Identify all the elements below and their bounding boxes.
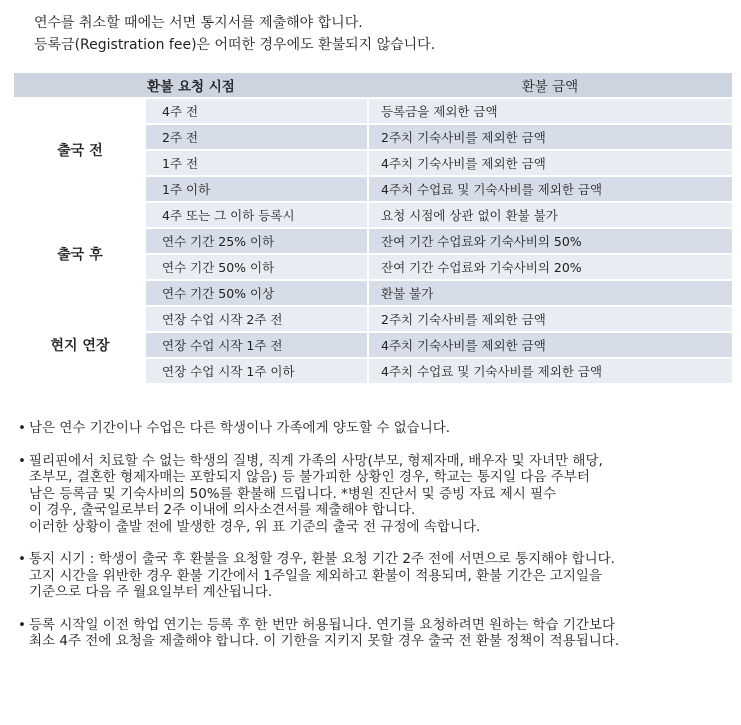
note-line: 남은 등록금 및 기숙사비의 50%를 환불해 드립니다. *병원 진단서 및 증빙 자료 제시 필수	[29, 485, 557, 502]
note-line: 최소 4주 전에 요청을 제출해야 합니다. 이 기한을 지키지 못할 경우 출국 전 환불 정책이 적용됩니다.	[29, 633, 620, 649]
bullet-marker: •	[18, 616, 26, 633]
cell-amount: 4주치 기숙사비를 제외한 금액	[368, 332, 732, 358]
cell-when: 연수 기간 50% 이하	[146, 254, 368, 280]
cell-amount: 요청 시점에 상관 없이 환불 불가	[368, 202, 732, 228]
cell-when: 연수 기간 50% 이상	[146, 280, 368, 306]
group-label-local-extension: 현지 연장	[14, 306, 146, 384]
cell-when: 연장 수업 시작 2주 전	[146, 306, 368, 332]
group-label-after-departure: 출국 후	[14, 202, 146, 306]
intro-line-registration-fee: 등록금(Registration fee)은 어떠한 경우에도 환불되지 않습니다.	[34, 37, 436, 53]
note-line: 등록 시작일 이전 학업 연기는 등록 후 한 번만 허용됩니다. 연기를 요청하려면 원하는 학습 기간보다	[29, 616, 616, 633]
table-row	[14, 98, 732, 124]
cell-amount: 환불 불가	[368, 280, 732, 306]
note-line: 남은 연수 기간이나 수업은 다른 학생이나 가족에게 양도할 수 없습니다.	[29, 420, 451, 436]
note-item-transfer	[18, 420, 734, 437]
cell-when: 연장 수업 시작 1주 전	[146, 332, 368, 358]
note-item-unavoidable	[18, 453, 734, 536]
table-row	[14, 202, 732, 228]
table-row	[14, 306, 732, 332]
note-line: 고지 시간을 위반한 경우 환불 기간에서 1주일을 제외하고 환불이 적용되며, 환불 기간은 고지일을	[29, 567, 602, 584]
cell-amount: 잔여 기간 수업료와 기숙사비의 20%	[368, 254, 732, 280]
table-header-row	[14, 73, 732, 98]
cell-amount: 4주치 수업료 및 기숙사비를 제외한 금액	[368, 358, 732, 384]
cell-amount: 2주치 기숙사비를 제외한 금액	[368, 306, 732, 332]
cell-amount: 4주치 수업료 및 기숙사비를 제외한 금액	[368, 176, 732, 202]
note-line: 통지 시기 : 학생이 출국 후 환불을 요청할 경우, 환불 요청 기간 2주 전에 서면으로 통지해야 합니다.	[29, 551, 615, 567]
header-request-time: 환불 요청 시점	[14, 73, 368, 98]
bullet-marker: •	[18, 551, 26, 567]
cell-when: 연수 기간 25% 이하	[146, 228, 368, 254]
note-line: 필리핀에서 치료할 수 없는 학생의 질병, 직계 가족의 사망(부모, 형제자매, 배우자 및 자녀만 해당,	[29, 452, 603, 469]
header-refund-amount: 환불 금액	[368, 73, 732, 98]
cell-when: 4주 또는 그 이하 등록시	[146, 202, 368, 228]
cell-amount: 등록금을 제외한 금액	[368, 98, 732, 124]
note-item-postponement	[18, 617, 734, 650]
note-line: 이 경우, 출국일로부터 2주 이내에 의사소견서를 제출해야 합니다.	[29, 502, 416, 518]
cell-when: 2주 전	[146, 124, 368, 150]
cell-when: 1주 전	[146, 150, 368, 176]
cell-when: 4주 전	[146, 98, 368, 124]
note-line: 기준으로 다음 주 월요일부터 계산됩니다.	[29, 584, 273, 600]
note-item-notice-timing	[18, 551, 734, 601]
note-line: 이러한 상황이 출발 전에 발생한 경우, 위 표 기준의 출국 전 규정에 속합니다.	[29, 518, 481, 535]
group-label-before-departure: 출국 전	[14, 98, 146, 202]
notes-list	[18, 420, 734, 666]
cell-amount: 2주치 기숙사비를 제외한 금액	[368, 124, 732, 150]
intro-text	[34, 12, 435, 56]
refund-table	[14, 73, 732, 385]
intro-line-cancel: 연수를 취소할 때에는 서면 통지서를 제출해야 합니다.	[34, 15, 363, 31]
bullet-marker: •	[18, 452, 26, 469]
cell-when: 1주 이하	[146, 176, 368, 202]
cell-amount: 잔여 기간 수업료와 기숙사비의 50%	[368, 228, 732, 254]
cell-amount: 4주치 기숙사비를 제외한 금액	[368, 150, 732, 176]
bullet-marker: •	[18, 420, 26, 436]
note-line: 조부모, 결혼한 형제자매는 포함되지 않음) 등 불가피한 상황인 경우, 학교는 통지일 다음 주부터	[29, 469, 590, 485]
cell-when: 연장 수업 시작 1주 이하	[146, 358, 368, 384]
